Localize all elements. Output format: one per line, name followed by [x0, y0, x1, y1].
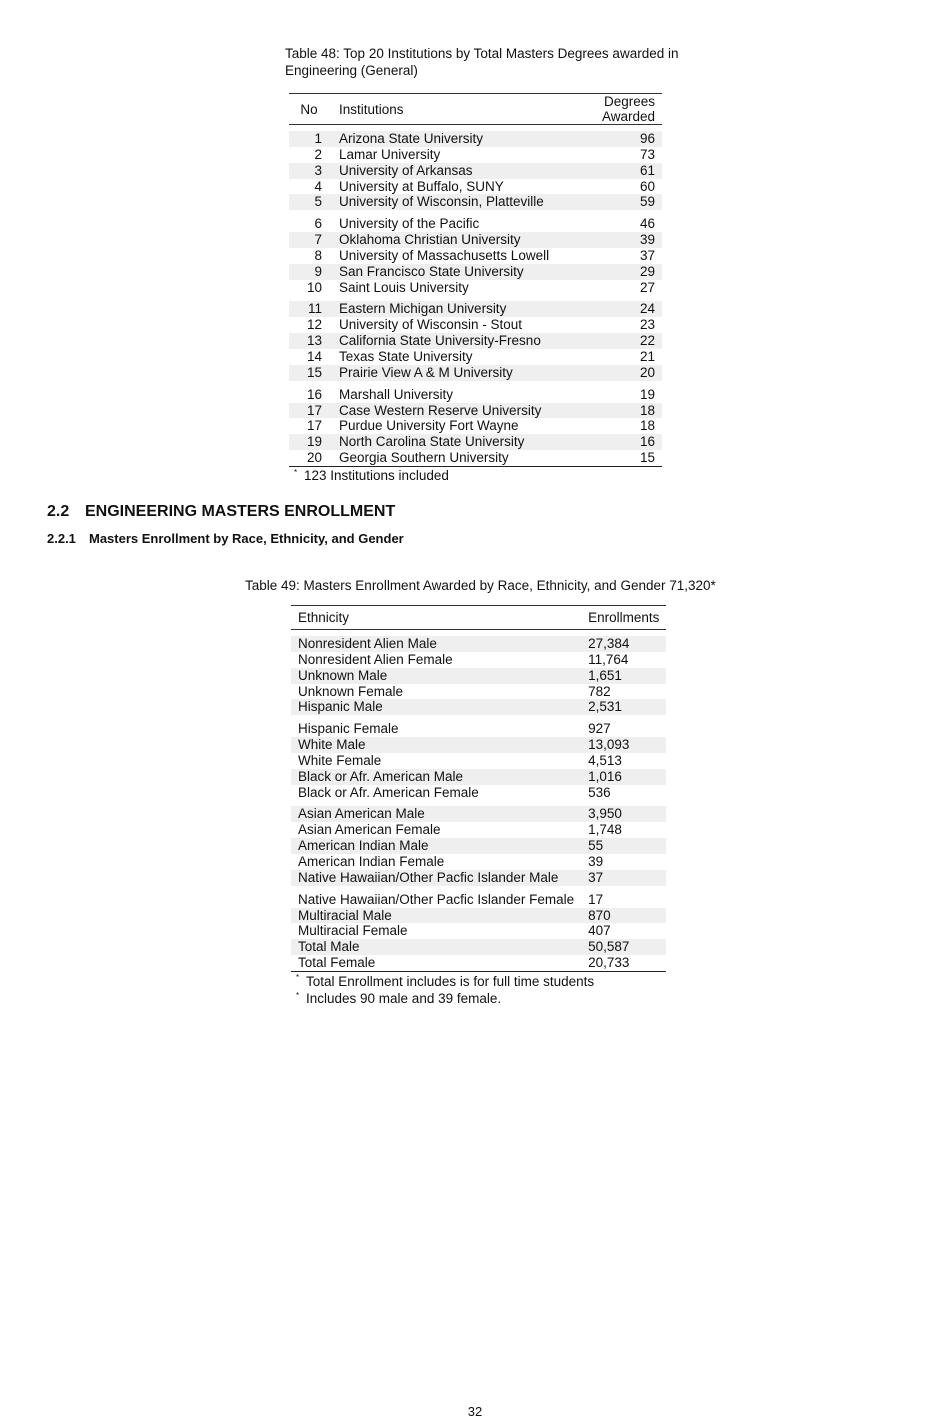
degrees-awarded: 24 — [556, 301, 662, 317]
institution-name: Case Western Reserve University — [329, 403, 556, 419]
section-title: ENGINEERING MASTERS ENROLLMENT — [85, 503, 396, 520]
degrees-awarded: 18 — [639, 418, 655, 434]
institution-name: Purdue University Fort Wayne — [339, 418, 519, 434]
table-row — [291, 769, 666, 785]
institution-name: North Carolina State University — [329, 434, 556, 450]
row-number: 8 — [314, 247, 322, 263]
enrollment-count: 3,950 — [581, 806, 666, 822]
ethnicity-label: Hispanic Female — [298, 721, 399, 737]
table-row — [289, 179, 662, 195]
enrollment-count: 4,513 — [588, 752, 622, 768]
row-number: 11 — [289, 301, 329, 317]
row-number: 6 — [314, 216, 322, 232]
degrees-awarded: 46 — [639, 216, 655, 232]
table-row — [289, 147, 662, 163]
degrees-awarded: 61 — [556, 163, 662, 179]
table-row — [289, 434, 662, 450]
ethnicity-label: Asian American Female — [298, 822, 441, 838]
institution-name: University of Arkansas — [329, 163, 556, 179]
institution-name: University of Massachusetts Lowell — [339, 247, 550, 263]
table-row — [291, 955, 666, 971]
enrollment-count: 927 — [588, 721, 611, 737]
table-row — [289, 301, 662, 317]
enrollment-count: 50,587 — [581, 939, 666, 955]
table-row — [291, 753, 666, 769]
degrees-awarded: 37 — [639, 247, 655, 263]
degrees-awarded: 16 — [556, 434, 662, 450]
table-49-caption: Table 49: Masters Enrollment Awarded by Race, Ethnicity, and Gender 71,320* — [245, 578, 716, 593]
table-row — [289, 216, 662, 232]
table-row — [289, 387, 662, 403]
table-header-row — [291, 606, 666, 630]
enrollment-count: 536 — [588, 784, 611, 800]
institution-name: University of Wisconsin, Platteville — [329, 194, 556, 210]
row-number: 4 — [314, 178, 322, 194]
table-row — [291, 684, 666, 700]
table-row — [291, 737, 666, 753]
institution-name: University of the Pacific — [339, 216, 480, 232]
footnote-text: 123 Institutions included — [304, 467, 449, 483]
row-number: 12 — [306, 317, 322, 333]
degrees-awarded: 29 — [556, 264, 662, 280]
degrees-awarded: 21 — [639, 348, 655, 364]
table-row — [289, 403, 662, 419]
institution-name: Saint Louis University — [339, 279, 469, 295]
ethnicity-label: American Indian Female — [298, 853, 445, 869]
table-48-footnote — [289, 466, 662, 484]
institution-name: Prairie View A & M University — [329, 365, 556, 381]
degrees-awarded: 60 — [639, 178, 655, 194]
enrollment-count: 1,651 — [581, 668, 666, 684]
row-number: 14 — [306, 348, 322, 364]
institution-name: California State University-Fresno — [329, 333, 556, 349]
enrollment-count: 39 — [588, 853, 604, 869]
table-row — [291, 636, 666, 652]
table-row — [289, 349, 662, 365]
enrollment-count: 17 — [588, 891, 604, 907]
row-number: 20 — [306, 450, 322, 466]
footnote-mark: * — [296, 972, 300, 982]
row-number: 16 — [306, 386, 322, 402]
ethnicity-label: Total Male — [291, 939, 581, 955]
row-number: 17 — [289, 403, 329, 419]
institution-name: Marshall University — [339, 386, 454, 402]
enrollment-count: 407 — [588, 923, 611, 939]
table-row — [289, 450, 662, 466]
section-number: 2.2 — [47, 503, 70, 520]
degrees-awarded: 19 — [639, 386, 655, 402]
ethnicity-label: Black or Afr. American Female — [298, 784, 479, 800]
ethnicity-label: Black or Afr. American Male — [291, 769, 581, 785]
institution-name: Oklahoma Christian University — [329, 232, 556, 248]
enrollment-count: 1,016 — [581, 769, 666, 785]
row-number: 5 — [289, 194, 329, 210]
row-number: 2 — [314, 146, 322, 162]
table-row — [291, 892, 666, 908]
table-row — [291, 838, 666, 854]
header-institutions: Institutions — [329, 94, 556, 125]
row-number: 7 — [289, 232, 329, 248]
enrollment-count: 20,733 — [588, 955, 630, 971]
enrollment-count: 55 — [581, 838, 666, 854]
row-number: 19 — [289, 434, 329, 450]
institution-name: Eastern Michigan University — [329, 301, 556, 317]
footnote-text: Total Enrollment includes is for full time students — [306, 973, 595, 989]
ethnicity-label: Hispanic Male — [291, 699, 581, 715]
table-49-footnotes — [291, 971, 666, 1007]
ethnicity-label: Multiracial Male — [291, 908, 581, 924]
footnote-mark: * — [296, 990, 300, 1000]
table-row — [289, 232, 662, 248]
ethnicity-label: Total Female — [298, 955, 376, 971]
table-row — [289, 163, 662, 179]
ethnicity-label: Native Hawaiian/Other Pacfic Islander Male — [291, 870, 581, 886]
degrees-awarded: 27 — [639, 279, 655, 295]
degrees-awarded: 22 — [556, 333, 662, 349]
table-row — [289, 418, 662, 434]
table-48-caption: Table 48: Top 20 Institutions by Total Masters Degrees awarded in Engineering (General) — [285, 46, 679, 78]
table-row — [291, 699, 666, 715]
enrollment-count: 782 — [588, 683, 611, 699]
table-row — [291, 923, 666, 939]
degrees-awarded: 15 — [639, 450, 655, 466]
table-header-row — [289, 94, 662, 125]
row-number: 13 — [289, 333, 329, 349]
table-row — [289, 365, 662, 381]
ethnicity-label: Native Hawaiian/Other Pacfic Islander Female — [298, 891, 575, 907]
table-row — [291, 854, 666, 870]
subsection-title: Masters Enrollment by Race, Ethnicity, and Gender — [89, 531, 404, 546]
ethnicity-label: Asian American Male — [291, 806, 581, 822]
table-row — [289, 317, 662, 333]
footnote-mark: * — [294, 467, 298, 477]
ethnicity-label: Multiracial Female — [298, 923, 408, 939]
degrees-awarded: 73 — [639, 146, 655, 162]
enrollment-count: 27,384 — [581, 636, 666, 652]
enrollment-count: 1,748 — [588, 822, 622, 838]
row-number: 10 — [306, 279, 322, 295]
enrollment-count: 870 — [581, 908, 666, 924]
header-enrollments: Enrollments — [581, 606, 666, 630]
degrees-awarded: 59 — [556, 194, 662, 210]
table-row — [291, 785, 666, 801]
row-number: 17 — [306, 418, 322, 434]
table-row — [289, 264, 662, 280]
enrollment-count: 2,531 — [581, 699, 666, 715]
table-row — [291, 806, 666, 822]
ethnicity-label: White Male — [291, 737, 581, 753]
table-row — [291, 908, 666, 924]
institution-name: San Francisco State University — [329, 264, 556, 280]
ethnicity-label: Nonresident Alien Female — [298, 651, 453, 667]
degrees-awarded: 39 — [556, 232, 662, 248]
section-heading — [47, 503, 395, 521]
row-number: 1 — [289, 131, 329, 147]
degrees-awarded: 23 — [639, 317, 655, 333]
table-row — [289, 248, 662, 264]
institution-name: Georgia Southern University — [339, 450, 509, 466]
institution-name: Arizona State University — [329, 131, 556, 147]
row-number: 3 — [289, 163, 329, 179]
ethnicity-label: Unknown Female — [298, 683, 404, 699]
enrollment-count: 11,764 — [588, 651, 629, 667]
table-row — [289, 333, 662, 349]
degrees-awarded: 96 — [556, 131, 662, 147]
degrees-awarded: 18 — [556, 403, 662, 419]
table-row — [291, 721, 666, 737]
row-number: 15 — [289, 365, 329, 381]
footnote-text: Includes 90 male and 39 female. — [306, 990, 502, 1006]
subsection-number: 2.2.1 — [47, 531, 76, 546]
header-no: No — [289, 94, 329, 125]
institution-name: Texas State University — [339, 348, 473, 364]
table-row — [289, 280, 662, 296]
institution-name: Lamar University — [339, 146, 441, 162]
ethnicity-label: White Female — [298, 752, 382, 768]
table-row — [289, 194, 662, 210]
header-degrees-awarded: Degrees Awarded — [556, 94, 662, 125]
header-ethnicity: Ethnicity — [291, 606, 581, 630]
enrollment-count: 13,093 — [581, 737, 666, 753]
table-row — [289, 131, 662, 147]
enrollment-count: 37 — [581, 870, 666, 886]
page-number: 32 — [467, 1404, 483, 1419]
institution-name: University at Buffalo, SUNY — [339, 178, 504, 194]
table-row — [291, 870, 666, 886]
table-49 — [291, 605, 666, 1007]
ethnicity-label: Nonresident Alien Male — [291, 636, 581, 652]
degrees-awarded: 20 — [556, 365, 662, 381]
institution-name: University of Wisconsin - Stout — [339, 317, 523, 333]
table-48 — [289, 93, 662, 484]
ethnicity-label: American Indian Male — [291, 838, 581, 854]
ethnicity-label: Unknown Male — [291, 668, 581, 684]
row-number: 9 — [289, 264, 329, 280]
subsection-heading — [47, 531, 404, 546]
table-row — [291, 939, 666, 955]
table-row — [291, 822, 666, 838]
table-row — [291, 668, 666, 684]
table-row — [291, 652, 666, 668]
